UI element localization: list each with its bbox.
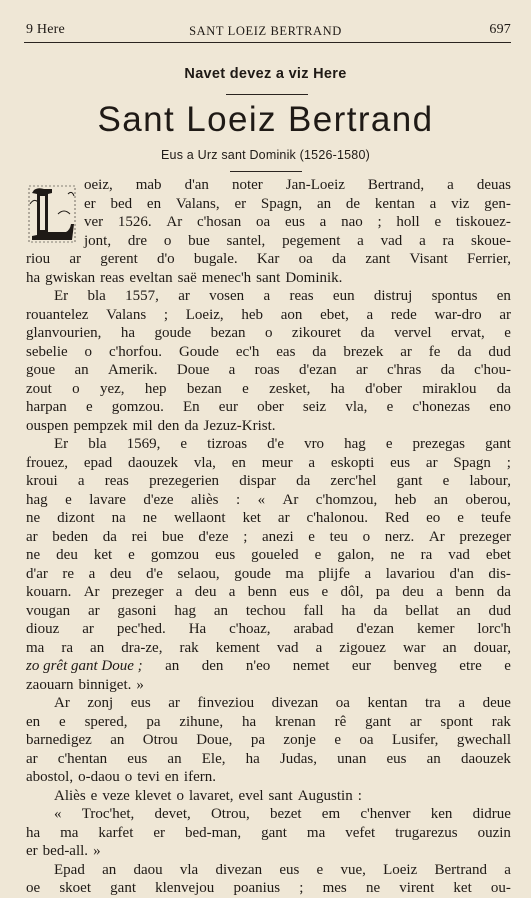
text-line: vougan ar gasoni hag an techou fall ha da bellat an dud (26, 602, 511, 619)
text-line: jont, dre o bue santel, pegement a vad a ra skoue- (84, 232, 511, 249)
body-text (26, 176, 511, 898)
word: e (504, 658, 511, 674)
text-line: er bed en Valans, er Spagn, an de kentan a viz gen- (84, 195, 511, 212)
word: etre (459, 658, 482, 674)
text-line: kouarn. Ar prezeger a deu a benn eus e dôl, pa deu a benn da (26, 584, 511, 600)
text-line: Er bla 1557, ar vosen a reas eun distruj spontus en (54, 288, 511, 304)
text-line: sebelie o c'horfou. Goude ec'h eas da brezek ar fe da dud (26, 343, 511, 360)
text-line: en e spered, pa zihune, ha krenan rê gant ar spont rak (26, 713, 511, 730)
running-head-title: SANT LOEIZ BERTRAND (189, 24, 342, 38)
text-line: zout o yez, hep bezan e zesket, ha d'ober miraklou da (26, 380, 511, 397)
text-line: ma ra an dra-ze, rak kement vad a zigouez war an douar, (26, 639, 511, 656)
text-line: ha ma karfet er bed-man, gant ma vefet trugarezus ouzin (26, 824, 511, 841)
text-line: diouz ar pec'hed. Ha c'hoaz, arabad d'ezan kemer lorc'h (26, 621, 511, 637)
text-line (26, 657, 511, 676)
running-head (0, 22, 531, 42)
page-subtitle: Eus a Urz sant Dominik (1526-1580) (161, 148, 370, 162)
text-line: Epad an daou vla divezan eus e vue, Loeiz Bertrand a (54, 861, 511, 878)
text-line: ar c'hentan eus an Ele, ha Judas, unan eus an daouzek (26, 750, 511, 767)
text-line: riou ar gerent d'o bugale. Kar oa da zant Visant Ferrier, (26, 251, 511, 267)
text-line: er bed-all. » (26, 843, 101, 859)
text-line: ne dizont na ne wellaont ket ar c'halonou. Red eo e teufe (26, 510, 511, 526)
text-line: Ar zonj eus ar finveziou divezan oa kentan tra a deue (54, 695, 511, 711)
text-line: goue an Amerik. Doue a roas d'ezan ar c'hras da c'hou- (26, 362, 511, 378)
text-line: Er bla 1569, e tizroas d'e vro hag e prezegas gant (54, 436, 511, 452)
italic-phrase: zo grêt gant Doue ; (26, 658, 143, 674)
page-number: 697 (489, 22, 511, 37)
text-line: harpan e gomzou. En eur ober seiz vla, e c'honezas eno (26, 399, 511, 415)
word: den (201, 658, 224, 674)
text-line: ha gwiskan reas eveltan saë menec'h sant Dominik. (26, 269, 343, 286)
text-line: rouantelez Valans ; Loeiz, heb aon ebet, a rede war-dro ar (26, 306, 511, 323)
word: n'eo (245, 658, 271, 674)
page-title: Sant Loeiz Bertrand (97, 100, 434, 139)
word: an (165, 658, 180, 674)
date-heading: Navet devez a viz Here (184, 66, 347, 82)
text-line: oe skoet gant klenvejou poanius ; mes ne virent ket ou- (26, 880, 511, 896)
text-line: Aliès e veze klevet o lavaret, evel sant Augustin : (54, 787, 362, 804)
word: eur (351, 658, 372, 674)
text-line: barnedigez an Otrou Doue, pa zonje e oa Lusifer, gwechall (26, 732, 511, 748)
word: benveg (393, 658, 437, 674)
running-head-left: 9 Here (26, 22, 65, 37)
word: nemet (292, 658, 330, 674)
heading-divider (226, 94, 308, 95)
text-line: ouspen pempzek mil den da Jezuz-Krist. (26, 417, 276, 434)
subtitle-divider (230, 171, 302, 172)
text-line: ne deu ket e gomzou eus goueled e galon, ne ra vad ebet (26, 547, 511, 563)
text-line: zaouarn binniget. » (26, 676, 144, 693)
text-line: abostol, o-daou o tevi en ifern. (26, 769, 216, 785)
header-divider (24, 42, 511, 43)
text-line: kroui a reas prezegerien dispar da zerc'hel gant e labour, (26, 473, 511, 489)
text-line: frouez, epad daouzek vla, en meur a eskopti eus ar Spagn ; (26, 454, 511, 471)
text-line: hag e lavare d'eze aliès : « Ar c'homzou, heb an oberou, (26, 491, 511, 508)
text-line: d'ar re a deu d'e selaou, goude ma plijfe a lavariou d'an dis- (26, 565, 511, 582)
text-line: glanvourien, ha goude bezan o zikouret da vervel ervat, e (26, 325, 511, 341)
text-line: oeiz, mab d'an noter Jan-Loeiz Bertrand, a deuas (84, 177, 511, 193)
text-line: ar beden da rei bue d'eze ; anezi e teu o nerz. Ar prezeger (26, 528, 511, 545)
text-line: « Troc'het, devet, Otrou, bezet em c'henver ken didrue (54, 806, 511, 822)
text-line: ver 1526. Ar c'hosan oa eus a nao ; holl e tiskouez- (84, 214, 511, 230)
